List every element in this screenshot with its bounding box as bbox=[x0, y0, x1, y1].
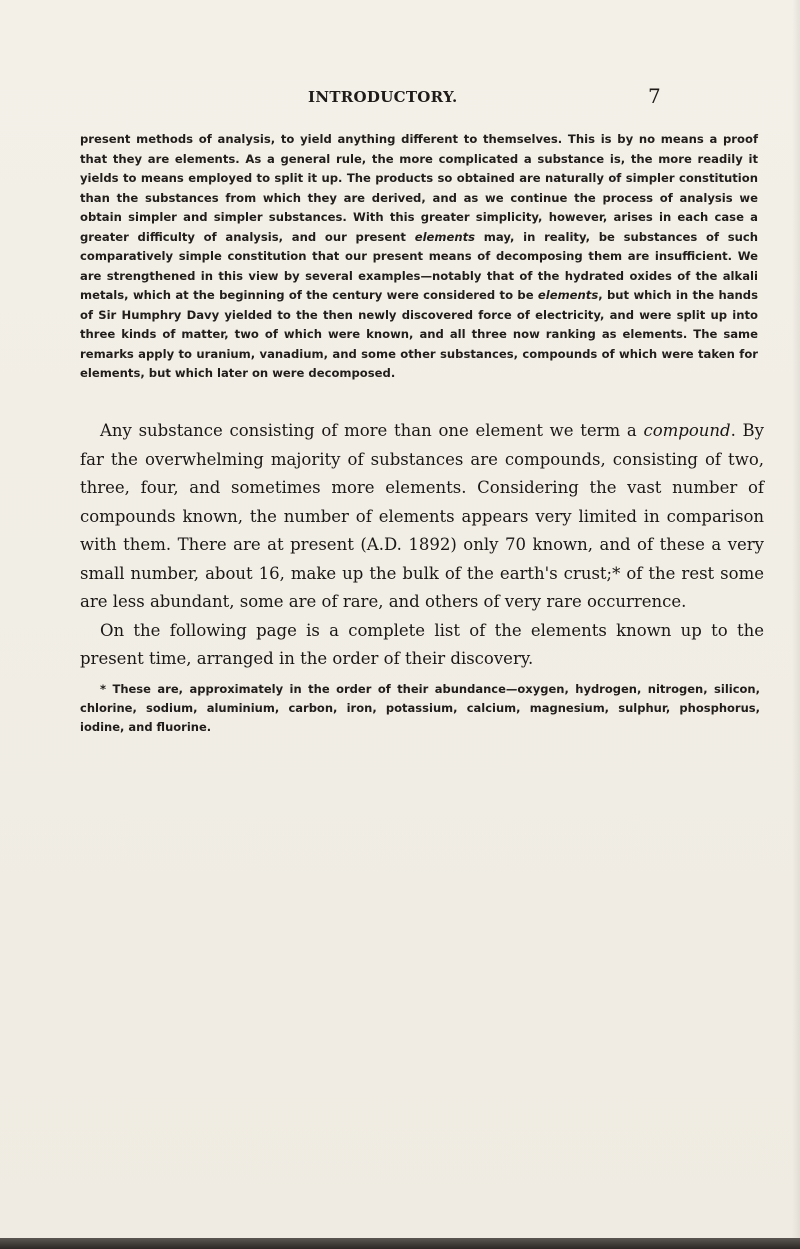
footnote: * These are, approximately in the order of their abundance—oxygen, hydrogen, nitrogen, silicon, chlorine, sodium, aluminium, carbon, iron, potassium, calcium, magnesium, sulphur, phosphorus, iodine, and fluorine. bbox=[80, 682, 760, 734]
paragraph-text: . By far the overwhelming majority of substances are compounds, consisting of two, three, four, and sometimes more elements. Considering the vast number of compounds known, the number of elements appears very limited in comparison with them. There are at present ( bbox=[80, 421, 764, 554]
page-bottom-edge bbox=[0, 1238, 800, 1249]
paragraph-text: , but which in the hands of Sir Humphry Davy yielded to the then newly discovered force of electricity, and were split up into three kinds of matter, two of which were known, and all three now ranking as elements. The same remarks apply to uranium, vanadium, and some other substances, compounds of which were taken for elements, but which later on were decomposed. bbox=[80, 288, 758, 380]
italic-term: elements bbox=[537, 288, 599, 302]
page-number: 7 bbox=[648, 84, 661, 108]
italic-term: elements bbox=[414, 229, 476, 244]
paragraph-text: may, in reality, be substances of such comparatively simple constitution that our present means of decomposing them are insufficient. We are strengthened in this view by several examples—notably that of the hydrated oxides of the alkali metals, which at the beginning of the century were considered to be bbox=[80, 229, 758, 302]
paragraph-analysis bbox=[80, 130, 758, 384]
running-head bbox=[0, 84, 800, 116]
small-caps-text: A.D. bbox=[366, 535, 402, 554]
paragraph-text: 1892) only 70 known, and of these a very small number, about 16, make up the bulk of the earth's crust;* of the rest some are less abundant, some are of rare, and others of very rare occurrence. bbox=[80, 535, 765, 611]
chapter-title: INTRODUCTORY. bbox=[308, 88, 458, 106]
italic-term: compound bbox=[643, 421, 731, 440]
paragraph-text: present methods of analysis, to yield anything different to themselves. This is by no means a proof that they are elements. As a general rule, the more complicated a substance is, the more readily it yields to means employed to split it up. The products so obtained are naturally of simpler constitution than the substances from which they are derived, and as we continue the process of analysis we obtain simpler and simpler substances. With this greater simplicity, however, arises in each case a greater difficulty of analysis, and our present bbox=[80, 132, 758, 244]
main-text-section bbox=[80, 417, 764, 674]
paragraph-text: Any substance consisting of more than one element we term a bbox=[100, 421, 644, 440]
paragraph-compound bbox=[80, 417, 764, 617]
paragraph-following-page: On the following page is a complete list of the elements known up to the present time, arranged in the order of their discovery. bbox=[80, 620, 764, 668]
page-edge-shadow bbox=[792, 0, 800, 1249]
